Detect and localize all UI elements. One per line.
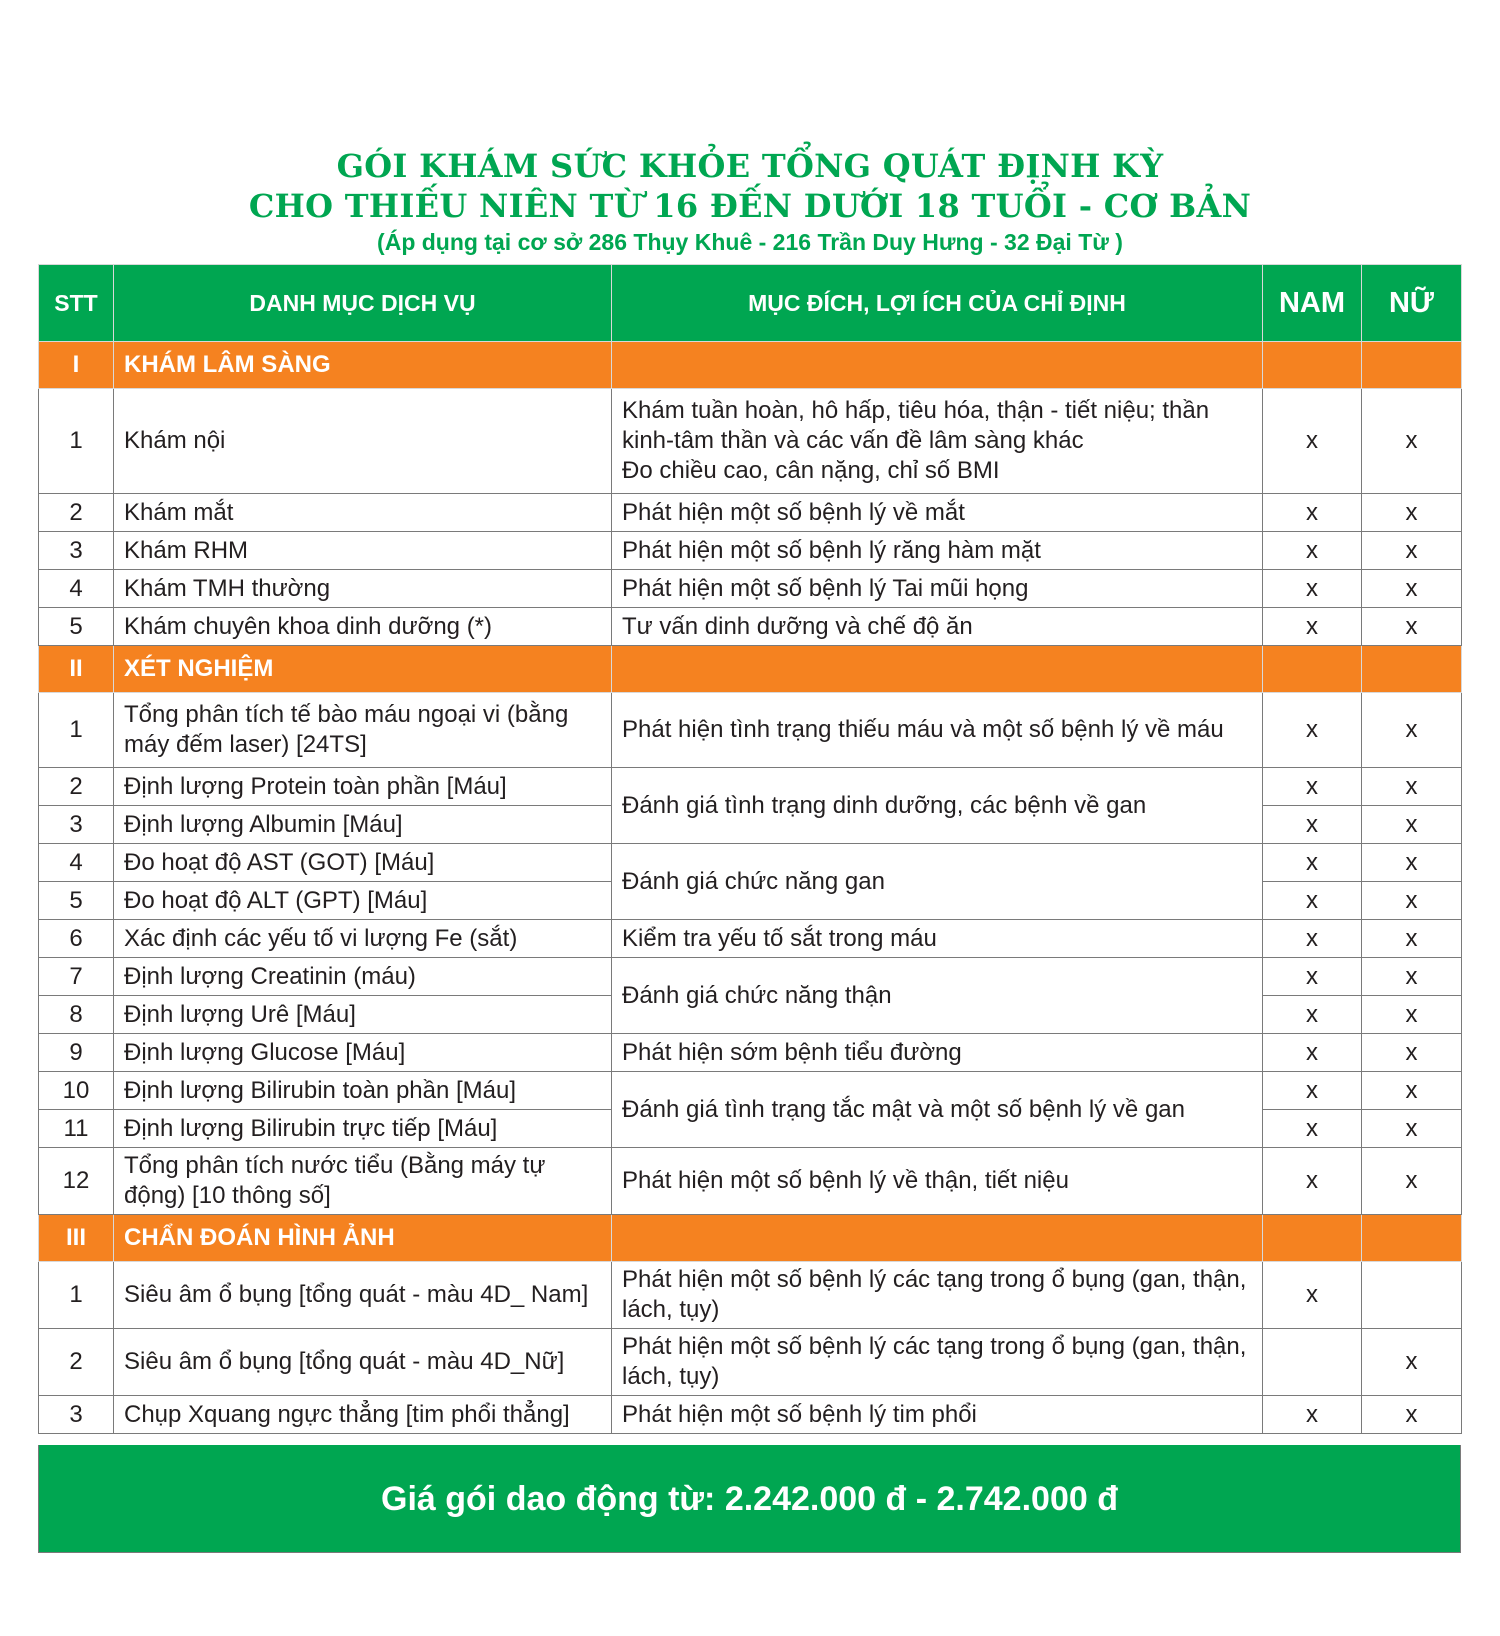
- row-stt: 5: [39, 608, 114, 646]
- service-table-wrapper: [38, 264, 1461, 1434]
- column-header-male: NAM: [1263, 265, 1362, 342]
- section-title: XÉT NGHIỆM: [114, 646, 612, 693]
- row-stt: 1: [39, 389, 114, 494]
- row-stt: 3: [39, 1396, 114, 1434]
- row-stt: 7: [39, 958, 114, 996]
- section-title: CHẨN ĐOÁN HÌNH ẢNH: [114, 1215, 612, 1262]
- row-male-mark: x: [1263, 768, 1362, 806]
- row-service: Đo hoạt độ AST (GOT) [Máu]: [114, 844, 612, 882]
- row-stt: 4: [39, 844, 114, 882]
- column-header-purpose: MỤC ĐÍCH, LỢI ÍCH CỦA CHỈ ĐỊNH: [612, 265, 1263, 342]
- row-purpose: Phát hiện sớm bệnh tiểu đường: [612, 1034, 1263, 1072]
- row-stt: 4: [39, 570, 114, 608]
- row-service: Định lượng Glucose [Máu]: [114, 1034, 612, 1072]
- row-female-mark: x: [1362, 768, 1462, 806]
- row-service: Khám TMH thường: [114, 570, 612, 608]
- row-service: Định lượng Creatinin (máu): [114, 958, 612, 996]
- row-male-mark: x: [1263, 996, 1362, 1034]
- row-stt: 6: [39, 920, 114, 958]
- row-service: Định lượng Albumin [Máu]: [114, 806, 612, 844]
- row-male-mark: x: [1263, 494, 1362, 532]
- column-header-stt: STT: [39, 265, 114, 342]
- table-row: [39, 1262, 1462, 1329]
- row-purpose: Phát hiện một số bệnh lý Tai mũi họng: [612, 570, 1263, 608]
- row-stt: 12: [39, 1148, 114, 1215]
- row-female-mark: x: [1362, 1110, 1462, 1148]
- row-male-mark: x: [1263, 608, 1362, 646]
- row-purpose: Phát hiện một số bệnh lý các tạng trong ổ bụng (gan, thận, lách, tụy): [612, 1329, 1263, 1396]
- page-subtitle: (Áp dụng tại cơ sở 286 Thụy Khuê - 216 Trần Duy Hưng - 32 Đại Từ ): [377, 229, 1123, 255]
- page-title-line-1: GÓI KHÁM SỨC KHỎE TỔNG QUÁT ĐỊNH KỲ: [336, 147, 1164, 185]
- row-male-mark: x: [1263, 1034, 1362, 1072]
- row-purpose: Đánh giá chức năng thận: [612, 958, 1263, 1034]
- row-female-mark: x: [1362, 882, 1462, 920]
- section-title: KHÁM LÂM SÀNG: [114, 342, 612, 389]
- row-female-mark: x: [1362, 996, 1462, 1034]
- row-female-mark: [1362, 1262, 1462, 1329]
- table-row: [39, 389, 1462, 494]
- row-purpose: Đánh giá tình trạng tắc mật và một số bệnh lý về gan: [612, 1072, 1263, 1148]
- row-male-mark: x: [1263, 532, 1362, 570]
- table-row: [39, 608, 1462, 646]
- row-female-mark: x: [1362, 958, 1462, 996]
- row-male-mark: x: [1263, 1110, 1362, 1148]
- table-row: [39, 1034, 1462, 1072]
- row-service: Chụp Xquang ngực thẳng [tim phổi thẳng]: [114, 1396, 612, 1434]
- row-stt: 2: [39, 768, 114, 806]
- table-row: [39, 570, 1462, 608]
- row-service: Siêu âm ổ bụng [tổng quát - màu 4D_Nữ]: [114, 1329, 612, 1396]
- row-stt: 10: [39, 1072, 114, 1110]
- row-female-mark: x: [1362, 806, 1462, 844]
- row-purpose-line: Khám tuần hoàn, hô hấp, tiêu hóa, thận - tiết niệu; thần kinh-tâm thần và các vấn đề lâm sàng khác: [622, 397, 1210, 454]
- row-female-mark: x: [1362, 608, 1462, 646]
- row-purpose: Phát hiện một số bệnh lý về mắt: [612, 494, 1263, 532]
- service-table: [38, 264, 1462, 1434]
- row-purpose: Đánh giá tình trạng dinh dưỡng, các bệnh về gan: [612, 768, 1263, 844]
- row-female-mark: x: [1362, 1329, 1462, 1396]
- row-female-mark: x: [1362, 532, 1462, 570]
- table-row: [39, 844, 1462, 882]
- row-service: Tổng phân tích tế bào máu ngoại vi (bằng máy đếm laser) [24TS]: [114, 693, 612, 768]
- table-row: [39, 1148, 1462, 1215]
- row-male-mark: x: [1263, 920, 1362, 958]
- table-row: [39, 768, 1462, 806]
- row-purpose: Đánh giá chức năng gan: [612, 844, 1263, 920]
- row-male-mark: x: [1263, 693, 1362, 768]
- row-female-mark: x: [1362, 1034, 1462, 1072]
- table-row: [39, 958, 1462, 996]
- row-stt: 1: [39, 693, 114, 768]
- section-row-clinical: [39, 342, 1462, 389]
- row-service: Định lượng Bilirubin toàn phần [Máu]: [114, 1072, 612, 1110]
- table-row: [39, 920, 1462, 958]
- row-service: Đo hoạt độ ALT (GPT) [Máu]: [114, 882, 612, 920]
- row-service: Khám nội: [114, 389, 612, 494]
- section-row-lab-tests: [39, 646, 1462, 693]
- row-service: Khám mắt: [114, 494, 612, 532]
- column-header-service: DANH MỤC DỊCH VỤ: [114, 265, 612, 342]
- row-female-mark: x: [1362, 494, 1462, 532]
- row-service: Siêu âm ổ bụng [tổng quát - màu 4D_ Nam]: [114, 1262, 612, 1329]
- row-service: Tổng phân tích nước tiểu (Bằng máy tự động) [10 thông số]: [114, 1148, 612, 1215]
- column-header-female: NỮ: [1362, 265, 1462, 342]
- row-service: Khám chuyên khoa dinh dưỡng (*): [114, 608, 612, 646]
- row-stt: 11: [39, 1110, 114, 1148]
- row-stt: 5: [39, 882, 114, 920]
- table-row: [39, 532, 1462, 570]
- row-female-mark: x: [1362, 1396, 1462, 1434]
- section-number: III: [39, 1215, 114, 1262]
- row-purpose: Phát hiện một số bệnh lý răng hàm mặt: [612, 532, 1263, 570]
- row-stt: 9: [39, 1034, 114, 1072]
- row-male-mark: x: [1263, 570, 1362, 608]
- row-service: Định lượng Protein toàn phần [Máu]: [114, 768, 612, 806]
- row-purpose: Tư vấn dinh dưỡng và chế độ ăn: [612, 608, 1263, 646]
- section-number: II: [39, 646, 114, 693]
- row-male-mark: x: [1263, 1072, 1362, 1110]
- row-purpose: Phát hiện một số bệnh lý về thận, tiết niệu: [612, 1148, 1263, 1215]
- row-female-mark: x: [1362, 389, 1462, 494]
- row-male-mark: x: [1263, 1262, 1362, 1329]
- row-stt: 2: [39, 494, 114, 532]
- table-row: [39, 693, 1462, 768]
- row-stt: 8: [39, 996, 114, 1034]
- row-female-mark: x: [1362, 1072, 1462, 1110]
- row-female-mark: x: [1362, 920, 1462, 958]
- row-male-mark: x: [1263, 389, 1362, 494]
- table-row: [39, 494, 1462, 532]
- row-male-mark: x: [1263, 1148, 1362, 1215]
- row-service: Định lượng Bilirubin trực tiếp [Máu]: [114, 1110, 612, 1148]
- row-service: Định lượng Urê [Máu]: [114, 996, 612, 1034]
- table-row: [39, 1329, 1462, 1396]
- row-male-mark: x: [1263, 882, 1362, 920]
- section-number: I: [39, 342, 114, 389]
- package-price-banner: Giá gói dao động từ: 2.242.000 đ - 2.742.000 đ: [38, 1445, 1461, 1553]
- row-female-mark: x: [1362, 844, 1462, 882]
- table-header-row: [39, 265, 1462, 342]
- row-male-mark: x: [1263, 1396, 1362, 1434]
- row-stt: 3: [39, 532, 114, 570]
- page-header: [0, 146, 1500, 256]
- row-male-mark: x: [1263, 806, 1362, 844]
- row-purpose: Phát hiện một số bệnh lý các tạng trong ổ bụng (gan, thận, lách, tụy): [612, 1262, 1263, 1329]
- row-male-mark: x: [1263, 844, 1362, 882]
- row-service: Khám RHM: [114, 532, 612, 570]
- row-male-mark: [1263, 1329, 1362, 1396]
- page-title-line-2: CHO THIẾU NIÊN TỪ 16 ĐẾN DƯỚI 18 TUỔI - CƠ BẢN: [248, 187, 1252, 225]
- row-service: Xác định các yếu tố vi lượng Fe (sắt): [114, 920, 612, 958]
- row-female-mark: x: [1362, 693, 1462, 768]
- row-purpose: Kiểm tra yếu tố sắt trong máu: [612, 920, 1263, 958]
- table-row: [39, 1396, 1462, 1434]
- row-stt: 2: [39, 1329, 114, 1396]
- row-purpose: [612, 389, 1263, 494]
- row-purpose-line: Đo chiều cao, cân nặng, chỉ số BMI: [622, 457, 1000, 484]
- row-purpose: Phát hiện tình trạng thiếu máu và một số bệnh lý về máu: [612, 693, 1263, 768]
- section-row-imaging: [39, 1215, 1462, 1262]
- row-stt: 1: [39, 1262, 114, 1329]
- row-female-mark: x: [1362, 1148, 1462, 1215]
- table-row: [39, 1072, 1462, 1110]
- row-female-mark: x: [1362, 570, 1462, 608]
- row-stt: 3: [39, 806, 114, 844]
- row-male-mark: x: [1263, 958, 1362, 996]
- row-purpose: Phát hiện một số bệnh lý tim phổi: [612, 1396, 1263, 1434]
